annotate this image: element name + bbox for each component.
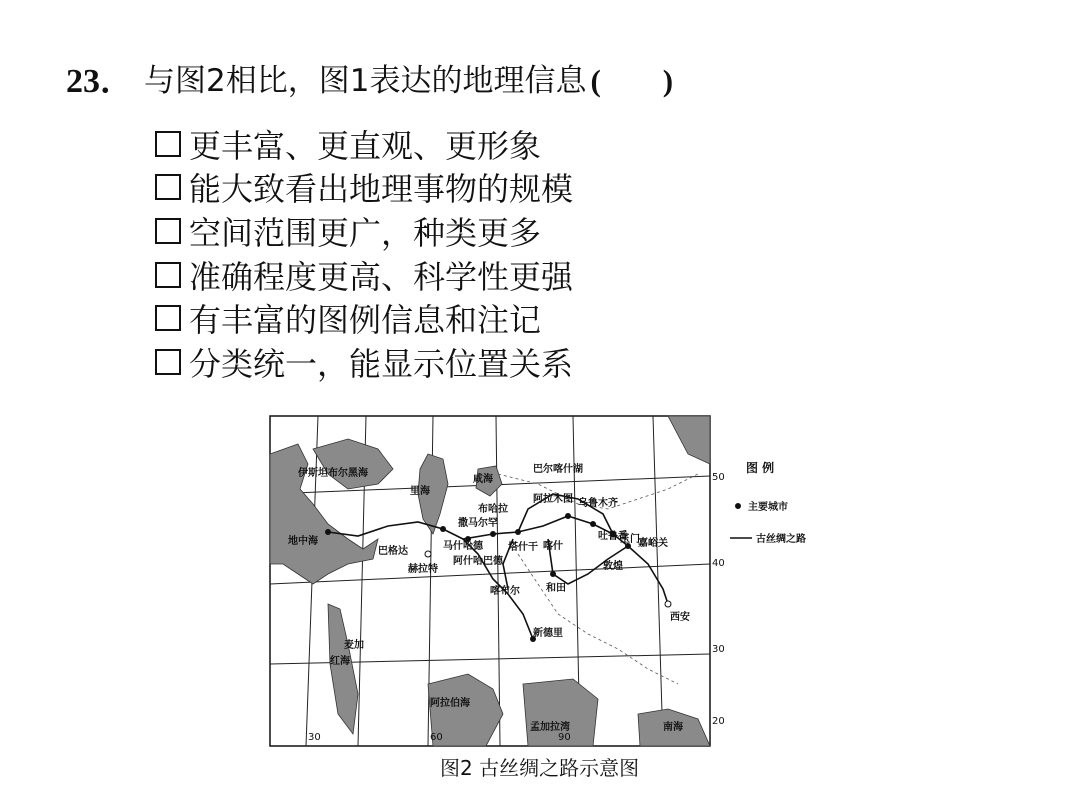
label-ashgabat: 阿什哈巴德 xyxy=(453,556,503,567)
legend-city-icon xyxy=(735,503,741,509)
option-item[interactable] xyxy=(155,209,573,253)
checkbox-icon[interactable] xyxy=(155,174,181,200)
checkbox-icon[interactable] xyxy=(155,305,181,331)
tick-lat-50: 50 xyxy=(712,472,725,483)
tick-lon-60: 60 xyxy=(430,732,443,743)
label-balkhash: 巴尔喀什湖 xyxy=(533,464,583,475)
label-urumqi: 乌鲁木齐 xyxy=(578,498,618,509)
label-baghdad: 巴格达 xyxy=(378,546,408,557)
option-text: 准确程度更高、科学性更强 xyxy=(189,257,574,296)
legend-city-text: 主要城市 xyxy=(748,502,788,513)
option-item[interactable] xyxy=(155,166,573,210)
options-list xyxy=(155,122,573,384)
label-xian: 西安 xyxy=(670,612,690,623)
label-mecca: 麦加 xyxy=(344,640,364,651)
label-samarkand: 撒马尔罕 xyxy=(458,518,498,529)
label-istanbul: 伊斯坦布尔 xyxy=(298,468,348,479)
label-kashgar: 喀什 xyxy=(543,541,563,552)
option-item[interactable] xyxy=(155,253,573,297)
option-text: 有丰富的图例信息和注记 xyxy=(189,301,542,340)
checkbox-icon[interactable] xyxy=(155,262,181,288)
legend-route-text: 古丝绸之路 xyxy=(756,534,806,545)
label-yumen: 玉门 xyxy=(620,534,640,545)
tick-lon-30: 30 xyxy=(308,732,321,743)
label-bukhara: 布哈拉 xyxy=(478,504,508,515)
label-bay-of-bengal: 孟加拉湾 xyxy=(530,722,570,733)
question-text: 与图2相比，图1表达的地理信息 xyxy=(144,62,587,99)
option-text: 能大致看出地理事物的规模 xyxy=(189,170,574,209)
label-black-sea: 黑海 xyxy=(348,468,368,479)
tick-lon-90: 90 xyxy=(558,732,571,743)
label-hotan: 和田 xyxy=(546,583,566,594)
label-mashhad: 马什哈德 xyxy=(443,541,483,552)
question-number: 23． xyxy=(66,62,134,100)
label-dunhuang: 敦煌 xyxy=(603,561,623,572)
option-item[interactable] xyxy=(155,296,573,340)
label-caspian: 里海 xyxy=(410,486,430,497)
label-kabul: 喀布尔 xyxy=(490,586,520,597)
label-herat: 赫拉特 xyxy=(408,564,438,575)
label-jiayuguan: 嘉峪关 xyxy=(638,538,668,549)
label-almaty: 阿拉木图 xyxy=(533,494,573,505)
option-item[interactable] xyxy=(155,122,573,166)
tick-lat-30: 30 xyxy=(712,644,725,655)
label-south-china-sea: 南海 xyxy=(663,722,683,733)
tick-lat-40: 40 xyxy=(712,558,725,569)
label-delhi: 新德里 xyxy=(533,628,563,639)
option-text: 分类统一，能显示位置关系 xyxy=(189,344,574,383)
label-mediterranean: 地中海 xyxy=(288,536,318,547)
label-turpan: 吐鲁番 xyxy=(598,531,628,542)
label-arabian-sea: 阿拉伯海 xyxy=(430,698,470,709)
question-header xyxy=(66,52,673,102)
checkbox-icon[interactable] xyxy=(155,349,181,375)
legend-title: 图 例 xyxy=(746,461,775,475)
option-text: 更丰富、更直观、更形象 xyxy=(189,126,542,165)
option-text: 空间范围更广，种类更多 xyxy=(189,213,542,252)
option-item[interactable] xyxy=(155,340,573,384)
checkbox-icon[interactable] xyxy=(155,218,181,244)
tick-lat-20: 20 xyxy=(712,716,725,727)
map-svg xyxy=(268,414,808,754)
map-caption: 图2 古丝绸之路示意图 xyxy=(440,756,640,780)
answer-blank[interactable]: ( ) xyxy=(590,62,674,98)
checkbox-icon[interactable] xyxy=(155,131,181,157)
label-aral: 咸海 xyxy=(473,474,493,485)
label-tashkent: 塔什干 xyxy=(508,542,538,553)
silk-road-map xyxy=(268,414,808,782)
label-red-sea: 红海 xyxy=(330,656,350,667)
